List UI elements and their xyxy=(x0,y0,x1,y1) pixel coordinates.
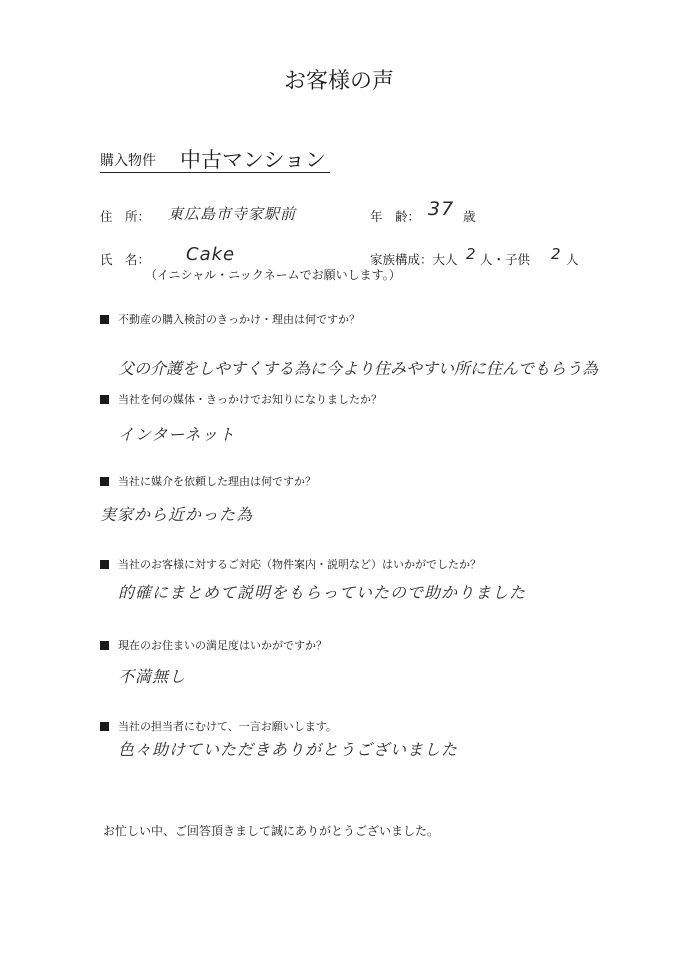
question-2: 当社を何の媒体・きっかけでお知りになりましたか？ xyxy=(100,391,382,407)
answer-5: 不満無し xyxy=(118,667,187,686)
bullet-square-icon xyxy=(100,560,109,569)
property-label: 購入物件 xyxy=(100,153,156,169)
page-title: お客様の声 xyxy=(283,69,394,94)
bullet-square-icon xyxy=(100,641,109,650)
question-6: 当社の担当者にむけて、一言お願いします。 xyxy=(100,718,337,734)
closing-message: お忙しい中、ご回答頂きまして誠にありがとうございました。 xyxy=(103,824,440,838)
answer-3: 実家から近かった為 xyxy=(100,505,254,524)
bullet-square-icon xyxy=(100,315,109,324)
family-children-unit: 人 xyxy=(566,252,579,267)
family-children-value: 2 xyxy=(551,245,562,263)
answer-4: 的確にまとめて説明をもらっていたので助かりました xyxy=(118,583,527,602)
bullet-square-icon xyxy=(100,722,109,731)
bullet-square-icon xyxy=(100,395,109,404)
name-value: Cake xyxy=(186,244,236,265)
age-label: 年 齢： xyxy=(370,209,421,224)
family-adults-unit: 人・子供 xyxy=(480,252,531,267)
address-value: 東広島市寺家駅前 xyxy=(168,205,297,223)
question-3: 当社に媒介を依頼した理由は何ですか？ xyxy=(100,473,316,489)
family-label: 家族構成：大人 xyxy=(370,252,458,267)
name-note: （イニシャル・ニックネームでお願いします。） xyxy=(145,268,401,282)
question-4: 当社のお客様に対するご対応（物件案内・説明など）はいかがでしたか？ xyxy=(100,556,481,572)
age-unit: 歳 xyxy=(463,209,476,224)
name-label: 氏 名： xyxy=(100,252,151,267)
property-underline xyxy=(100,172,330,173)
answer-6: 色々助けていただきありがとうございました xyxy=(118,740,459,759)
question-1: 不動産の購入検討のきっかけ・理由は何ですか？ xyxy=(100,311,360,327)
age-value: 37 xyxy=(428,198,455,220)
answer-1: 父の介護をしやすくする為に今より住みやすい所に住んでもらう為 xyxy=(118,359,599,378)
answer-2: インターネット xyxy=(118,425,236,444)
property-value: 中古マンション xyxy=(180,148,327,172)
question-5: 現在のお住まいの満足度はいかがですか？ xyxy=(100,637,327,653)
bullet-square-icon xyxy=(100,477,109,486)
address-label: 住 所： xyxy=(100,209,151,224)
family-adults-value: 2 xyxy=(466,245,477,263)
